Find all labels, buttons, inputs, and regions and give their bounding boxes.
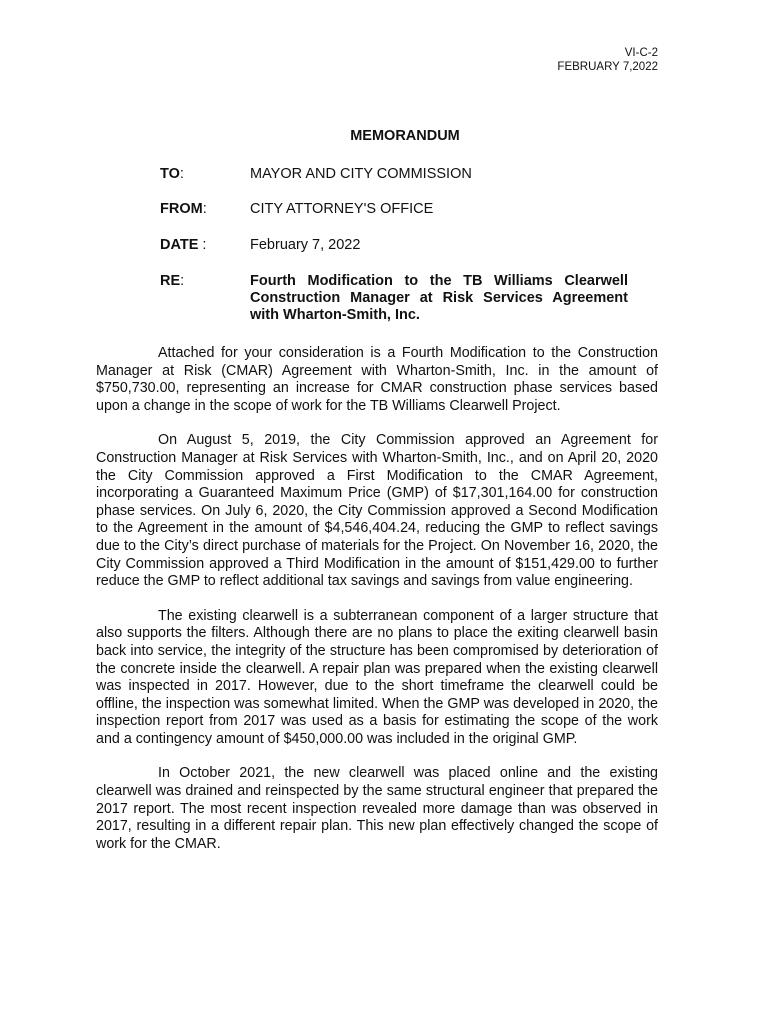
re-value: Fourth Modification to the TB Williams Clearwell Construction Manager at Risk Services Agreement with Wharton-Smith, Inc. xyxy=(250,273,628,323)
body-paragraph: In October 2021, the new clearwell was placed online and the existing clearwell was drained and reinspected by the same structural engineer that prepared the 2017 report. The most recent inspection revealed more damage than was observed in 2017, resulting in a different repair plan. This new plan effectively changed the scope of work for the CMAR. xyxy=(96,765,658,852)
memo-body xyxy=(96,345,658,870)
body-paragraph: The existing clearwell is a subterranean component of a larger structure that also supports the filters. Although there are no plans to place the exiting clearwell basin back into service, the integrity of the structure has been compromised by deterioration of the concrete inside the clearwell. A repair plan was prepared when the existing clearwell was inspected in 2017. However, due to the short timeframe the clearwell could be offline, the inspection was somewhat limited. When the GMP was developed in 2020, the inspection report from 2017 was used as a basis for estimating the scope of the work and a contingency amount of $450,000.00 was included in the original GMP. xyxy=(96,607,658,747)
re-label: RE: xyxy=(160,273,185,289)
ref-date: FEBRUARY 7,2022 xyxy=(557,61,658,73)
to-value: MAYOR AND CITY COMMISSION xyxy=(250,166,472,182)
to-label: TO: xyxy=(160,166,184,182)
body-paragraph: On August 5, 2019, the City Commission approved an Agreement for Construction Manager at Risk Services with Wharton-Smith, Inc., and on April 20, 2020 the City Commission approved a First Modification to the CMAR Agreement, incorporating a Guaranteed Maximum Price (GMP) of $17,301,164.00 for construction phase services. On July 6, 2020, the City Commission approved a Second Modification to the Agreement in the amount of $4,546,404.24, reducing the GMP to reflect savings due to the City’s direct purchase of materials for the Project. On November 16, 2020, the City Commission approved a Third Modification in the amount of $151,429.00 to further reduce the GMP to reflect additional tax savings and savings from value engineering. xyxy=(96,432,658,590)
memo-title: MEMORANDUM xyxy=(350,128,460,144)
date-value: February 7, 2022 xyxy=(250,237,361,253)
from-value: CITY ATTORNEY'S OFFICE xyxy=(250,201,434,217)
body-paragraph: Attached for your consideration is a Fourth Modification to the Construction Manager at Risk (CMAR) Agreement with Wharton-Smith, Inc. in the amount of $750,730.00, representing an increase for CMAR construction phase services based upon a change in the scope of work for the TB Williams Clearwell Project. xyxy=(96,345,658,414)
ref-code: VI-C-2 xyxy=(624,47,658,59)
date-label: DATE : xyxy=(160,237,207,253)
from-label: FROM: xyxy=(160,201,207,217)
document-reference xyxy=(557,46,658,74)
